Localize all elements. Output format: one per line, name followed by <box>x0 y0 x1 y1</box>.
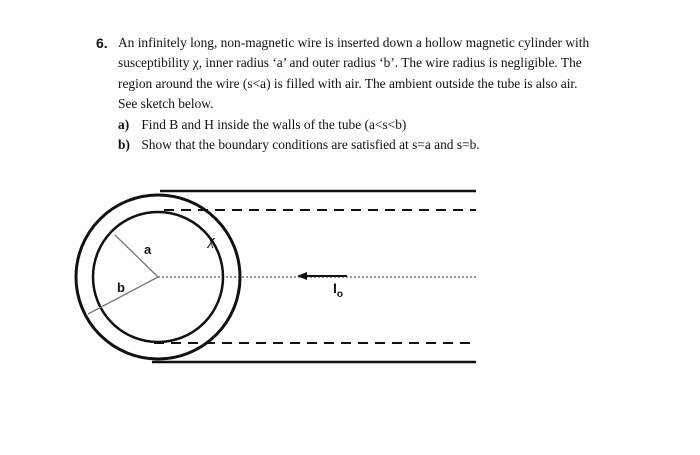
part-a-text: Find B and H inside the walls of the tube (a<s<b) <box>141 117 407 132</box>
susceptibility-label: χ <box>208 233 215 249</box>
current-arrow-head <box>297 272 307 280</box>
question-number: 6. <box>96 35 108 51</box>
current-label <box>333 280 343 300</box>
problem-line-3: region around the wire (s<a) is filled with air. The ambient outside the tube is also air. <box>118 76 578 91</box>
problem-line-2: susceptibility χ, inner radius ‘a’ and outer radius ‘b’. The wire radius is negligible. The <box>118 55 582 70</box>
part-b-text: Show that the boundary conditions are satisfied at s=a and s=b. <box>141 137 480 152</box>
current-label-main: I <box>333 280 337 296</box>
radius-b-label: b <box>117 280 125 295</box>
radius-a-line <box>115 235 158 277</box>
current-label-sub: o <box>336 289 343 300</box>
part-b-label: b) <box>118 137 130 152</box>
part-a-label: a) <box>118 117 130 132</box>
radius-a-label: a <box>144 242 152 257</box>
problem-line-4: See sketch below. <box>118 96 214 111</box>
problem-line-1: An infinitely long, non-magnetic wire is inserted down a hollow magnetic cylinder with <box>118 35 590 50</box>
